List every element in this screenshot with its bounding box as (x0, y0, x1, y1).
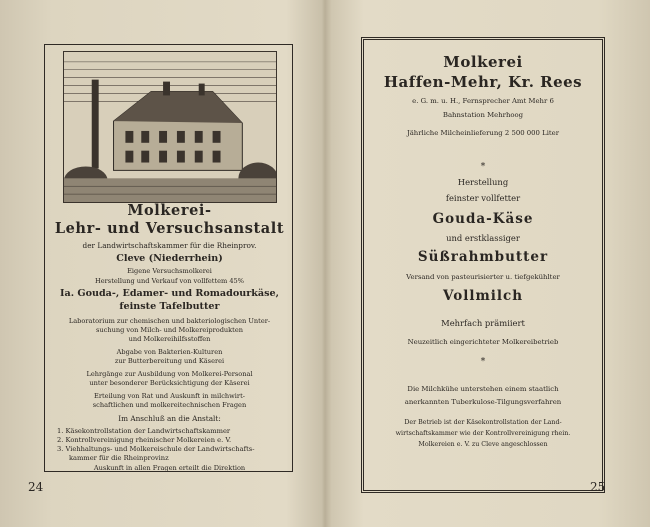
lab-line3: und Molkereihilfsstoffen (128, 335, 211, 343)
member-line3: Molkereien e. V. zu Cleve angeschlossen (418, 441, 548, 448)
dairy-building-engraving (63, 51, 277, 203)
production-text: Herstellung und Verkauf von vollfettem 45% (95, 277, 244, 285)
advice-line1: Erteilung von Rat und Auskunft in milchwirt- (94, 392, 245, 400)
cows-line1: Die Milchkühe unterstehen einem staatlich (407, 385, 559, 393)
affiliated-item-1: 1. Käsekontrollstation der Landwirtschaftskammer (57, 427, 231, 435)
member-line1: Der Betrieb ist der Käsekontrollstation der Land- (404, 419, 562, 426)
cleve-dairy-advertisement (44, 44, 293, 472)
affiliated-item-3-cont: kammer für die Rheinprovinz (69, 454, 169, 462)
cheese-line2: feinste Tafelbutter (119, 301, 220, 312)
right-page (325, 0, 650, 527)
registry-text: e. G. m. u. H., Fernsprecher Amt Mehr 6 (412, 97, 554, 105)
supply-text: Jährliche Milcheinlieferung 2 500 000 Liter (406, 129, 560, 137)
advice-line2: schaftlichen und molkereitechnischen Fragen (92, 401, 247, 409)
ad-title: Molkerei (443, 53, 523, 71)
dairy-name: Haffen-Mehr, Kr. Rees (383, 73, 583, 91)
member-line2: wirtschaftskammer wie der Kontrollvereinigung rhein. (395, 430, 571, 437)
separator-star-2: * (480, 357, 486, 367)
cultures-line1: Abgabe von Bakterien-Kulturen (116, 348, 223, 356)
affiliated-item-2: 2. Kontrollvereinigung rheinischer Molkereien e. V. (57, 436, 232, 444)
production-text: Herstellung (457, 177, 509, 187)
finest-text: feinster vollfetter (445, 193, 521, 203)
affiliated-item-3: 3. Viehhaltungs- und Molkereischule der Landwirtschafts- (57, 445, 255, 453)
station-text: Bahnstation Mehrhoog (442, 111, 524, 119)
ad-subtitle: der Landwirtschaftskammer für die Rheinprov. (82, 241, 257, 250)
dispatch-text: Versand von pasteurisierter u. tiefgekühlter (406, 273, 560, 281)
ad-title-line2: Lehr- und Versuchsanstalt (54, 220, 285, 237)
awarded-text: Mehrfach prämiiert (441, 318, 525, 328)
cows-line2: anerkannten Tuberkulose-Tilgungsverfahren (404, 398, 562, 406)
ad-footer: Auskunft in allen Fragen erteilt die Direktion (93, 464, 246, 472)
product-butter: Süßrahmbutter (417, 249, 549, 265)
courses-line1: Lehrgänge zur Ausbildung von Molkerei-Personal (86, 370, 253, 378)
ad-place: Cleve (Niederrhein) (116, 253, 223, 264)
product-gouda: Gouda-Käse (432, 211, 534, 227)
courses-line2: unter besonderer Berücksichtigung der Käserei (89, 379, 250, 387)
haffen-mehr-dairy-advertisement (361, 37, 605, 493)
own-dairy-text: Eigene Versuchsmolkerei (127, 267, 212, 275)
first-class-text: und erstklassiger (446, 233, 520, 243)
page-number: 25 (590, 480, 606, 494)
separator-star-1: * (480, 162, 486, 172)
lab-line2: suchung von Milch- und Molkereiprodukten (96, 326, 243, 334)
lab-line1: Laboratorium zur chemischen und bakteriologischen Unter- (68, 317, 271, 325)
cultures-line2: zur Butterbereitung und Käserei (114, 357, 225, 365)
modern-text: Neuzeitlich eingerichteter Molkereibetrieb (407, 338, 559, 346)
cheese-line1: Ia. Gouda-, Edamer- und Romadourkäse, (60, 288, 279, 299)
page-number: 24 (28, 480, 44, 494)
ad-title-line1: Molkerei- (127, 202, 212, 219)
product-milk: Vollmilch (442, 288, 524, 304)
affiliated-heading: Im Anschluß an die Anstalt: (118, 414, 221, 423)
